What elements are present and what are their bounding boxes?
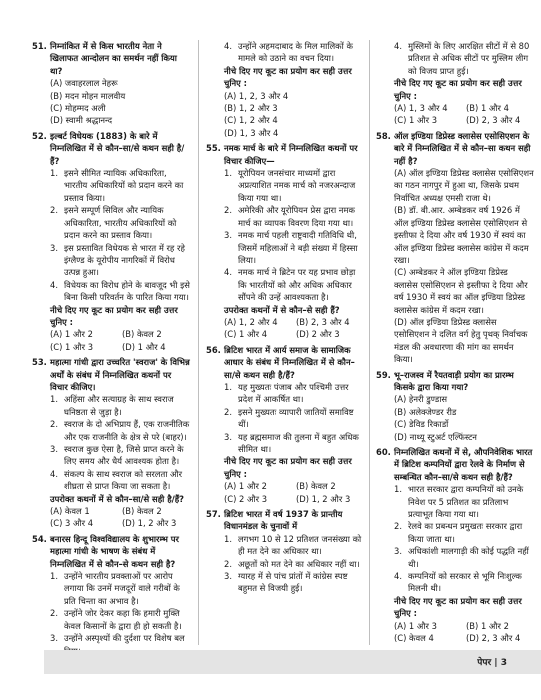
option: (D) 1, 2 और 3 — [296, 493, 351, 504]
question-number: 56. — [206, 344, 221, 355]
statement: 4. संकल्प के साथ स्वराज को सरलता और शीघ्रता से प्राप्त किया जा सकता है। — [50, 468, 183, 492]
statement: 4. उन्होंने अहमदाबाद के मिल मालिकों के मामले को उठाने का वचन दिया। — [224, 41, 353, 64]
statement: 3. स्वराज कुछ ऐसा है, जिसे प्राप्त करने के लिए समय और धैर्य आवश्यक होता है। — [50, 444, 184, 467]
option: (A) 1, 2 और 4 — [224, 316, 278, 327]
options — [224, 316, 364, 341]
option: (A) केवल 1 — [50, 506, 90, 517]
option: (A) 1, 2, 3 और 4 — [224, 90, 289, 101]
column-divider — [198, 40, 199, 645]
instruction: नीचे दिए गए कूट का प्रयोग कर सही उत्तर चुनिए : — [224, 65, 352, 89]
statement: 4. विधेयक का विरोध होने के बावजूद भी इसे बिना किसी परिवर्तन के पारित किया गया। — [50, 279, 190, 303]
option: (C) 1 और 4 — [224, 329, 268, 340]
instruction: नीचे दिए गए कूट का प्रयोग कर सही उत्तर चुनिए : — [224, 456, 352, 479]
options — [394, 620, 534, 645]
statement: 3. नमक मार्च पहली राष्ट्रवादी गतिविधि थी, जिसमें महिलाओं ने बड़ी संख्या में हिस्सा लिया। — [224, 230, 358, 265]
options — [224, 90, 364, 140]
question-number: 54. — [32, 533, 47, 544]
option: (D) 2, 3 और 4 — [466, 633, 521, 644]
question-text: ब्रिटिश भारत में आर्य समाज के सामाजिक आधार के संबंध में निम्नलिखित में से कौन–सा/से कथन सही है/हैं? — [224, 344, 355, 380]
options — [50, 77, 190, 127]
question-54 — [32, 533, 190, 657]
option: (C) 2 और 3 — [224, 493, 268, 504]
question-60 — [376, 446, 534, 645]
option: (A) जवाहरलाल नेहरू — [50, 78, 118, 89]
question-text: महात्मा गांधी द्वारा उच्चरित 'स्वराज' के विभिन्न अर्थों के संबंध में निम्नलिखित कथनों पर विचार कीजिए। — [50, 357, 190, 392]
option: (A) 1, 3 और 4 — [394, 103, 448, 114]
option: (D) 1 और 4 — [122, 341, 166, 352]
option: (B) केवल 2 — [122, 506, 162, 517]
option: (C) 1, 2 और 4 — [224, 115, 278, 126]
question-number: 51. — [32, 41, 47, 51]
option: (B) 1, 2 और 3 — [224, 103, 278, 114]
option: (D) 2 और 3 — [296, 329, 340, 340]
statement: 3. उन्होंने अस्पृश्यों की दुर्दशा पर विशेष बल — [50, 633, 185, 644]
statement: 1. लगभग 10 से 12 प्रतिशत जनसंख्या को ही मत देने का अधिकार था। — [224, 533, 362, 557]
instruction: नीचे दिए गए कूट का प्रयोग कर सही उत्तर चुनिए : — [394, 78, 522, 101]
option: (C) केवल 4 — [394, 633, 434, 644]
column-divider — [369, 40, 370, 645]
question-text: भू–राजस्व में रैयतवाड़ी प्रयोग का प्रारम्भ किसके द्वारा किया गया? — [394, 369, 514, 392]
statement: 4. कम्पनियों को सरकार से भूमि निःशुल्क मिलनी थी। — [394, 571, 522, 594]
statement: 2. इसने मुख्यतः व्यापारी जातियों समाविष्ट थीं। — [224, 406, 354, 430]
option: (C) मोहम्मद अली — [50, 103, 106, 114]
option: (D) 1, 2 और 3 — [122, 518, 177, 529]
options — [50, 505, 190, 530]
option: (C) 1 और 3 — [50, 341, 94, 352]
question-text: ब्रिटिश भारत में वर्ष 1937 के प्रान्तीय विधानमंडल के चुनावों में — [224, 509, 343, 532]
question-number: 53. — [32, 357, 47, 368]
option: (C) 3 और 4 — [50, 518, 94, 529]
question-text: नमक मार्च के बारे में निम्नलिखित कथनों पर विचार कीजिए— — [224, 143, 358, 166]
question-text: इल्बर्ट विधेयक (1883) के बारे में निम्नलिखित में से कौन–सा/से कथन सही है/हैं? — [50, 130, 185, 166]
question-number: 55. — [206, 143, 221, 154]
statement: 3. अधिकांशी मालगाड़ी की कोई पद्धति नहीं थी। — [394, 546, 529, 569]
question-55 — [206, 142, 364, 341]
option: (A) 1 और 3 — [394, 620, 437, 631]
statement: 2. उन्होंने जोर देकर कहा कि हमारी मुक्ति केवल किसानों के द्वारा ही हो सकती है। — [50, 608, 182, 631]
option: (D) 2, 3 और 4 — [466, 115, 521, 126]
statement: 3. ग्यारह में से पांच प्रांतों में कांग्रेस स्पष्ट बहुमत से विजयी हुई। — [224, 571, 348, 594]
page-footer — [44, 650, 541, 674]
statement: 3. इस प्रस्तावित विधेयक से भारत में रह रहे इंग्लैण्ड के यूरोपीय नागरिकों में विरोध उत्पन्न हुआ। — [50, 242, 185, 278]
statement: 2. इसने सम्पूर्ण सिविल और न्यायिक अधिकारिता, भारतीय अधिकारियों को प्रदान करने का प्रस्ताव किया। — [50, 205, 177, 241]
question-54-continued — [206, 40, 364, 139]
instruction: नीचे दिए गए कूट का प्रयोग कर सही उत्तर चुनिए : — [394, 595, 522, 619]
options — [394, 393, 534, 443]
option: (B) 1 और 2 — [466, 620, 509, 631]
option: (B) मदन मोहन मालवीय — [50, 90, 126, 101]
options — [394, 167, 534, 366]
statement: 4. मुस्लिमों के लिए आरक्षित सीटों में से 80 प्रतिशत से अधिक सीटों पर मुस्लिम लीग को विजय प्राप्त हुई। — [394, 41, 530, 76]
page-number: पेपर | 3 — [477, 658, 507, 668]
option: (D) ऑल इण्डिया डिप्रेस्ड क्लासेस एसोसिएशन ने दलित वर्ग हेतु पृथक् निर्वाचक मंडल की अवधारणा की मांग का समर्थन किया। — [394, 316, 528, 365]
question-text: ऑल इण्डिया डिप्रेस्ड क्लासेस एसोसिएशन के बारे में निम्नलिखित में से कौन–सा कथन सही नहीं है? — [394, 130, 531, 166]
option: (C) डेविड रिकार्डो — [394, 419, 449, 430]
option: (C) अम्बेडकर ने ऑल इण्डिया डिप्रेस्ड क्लासेस एसोसिएशन से इस्तीफा दे दिया और वर्ष 1930 में स्वयं का ऑल इण्डिया डिप्रेस्ड क्लासेस कांग्रेस में कदम रखा। — [394, 267, 528, 315]
option: (A) हेनरी डुण्डास — [394, 394, 448, 405]
question-58 — [376, 130, 534, 366]
statement: 2. रेलवे का प्रबन्धन प्रमुखतः सरकार द्वारा किया जाता था। — [394, 521, 523, 544]
column-3 — [376, 40, 534, 648]
question-56 — [206, 344, 364, 505]
options — [394, 102, 534, 127]
question-57 — [206, 508, 364, 595]
column-1 — [32, 40, 190, 660]
statement: 2. स्वराज के दो अभिप्राय हैं, एक राजनीतिक और एक राजनीति के क्षेत्र से परे (बाहर)। — [50, 419, 190, 442]
option: (B) अलेक्जेण्डर रीड — [394, 406, 457, 417]
statement: 4. नमक मार्च ने ब्रिटेन पर यह प्रभाव छोड़ा कि भारतीयों को और अधिक अधिकार सौंपने की उन्हें आवश्यकता है। — [224, 267, 356, 303]
instruction: नीचे दिए गए कूट का प्रयोग कर सही उत्तर चुनिए : — [50, 304, 178, 327]
option: (A) 1 और 2 — [224, 481, 267, 492]
option: (B) 2, 3 और 4 — [296, 316, 350, 327]
option: (B) केवल 2 — [296, 481, 336, 492]
statement: 1. यह मुख्यतः पंजाब और पश्चिमी उत्तर प्रदेश में आकर्षित था। — [224, 381, 349, 405]
options — [224, 480, 364, 505]
statement: 1. यूरोपियन जनसंचार माध्यमों द्वारा अप्रत्याशित नमक मार्च को नजरअन्दाज किया गया था। — [224, 168, 356, 203]
instruction: उपरोक्त कथनों में से कौन–सा/से सही है/हैं? — [50, 493, 185, 504]
option: (D) नाथ्यू स्टुअर्ट एल्फिंस्टन — [394, 431, 477, 442]
statement: 2. अछूतों को मत देने का अधिकार नहीं था। — [224, 558, 360, 569]
question-number: 59. — [376, 369, 391, 380]
statement: 1. इसने सीमित न्यायिक अधिकारिता, भारतीय अधिकारियों को प्रदान करने का प्रस्ताव किया। — [50, 168, 184, 203]
question-number: 58. — [376, 130, 391, 141]
option: (A) ऑल इण्डिया डिप्रेस्ड क्लासेस एसोसिएशन का गठन नागपुर में हुआ था, जिसके प्रथम निर्वाचित अध्यक्ष एमसी राजा थे। — [394, 168, 534, 203]
statement: 1. भारत सरकार द्वारा कम्पनियों को उनके निवेश पर 5 प्रतिशत का प्रतिलाभ प्रत्याभूत किया गया था। — [394, 484, 524, 520]
question-52 — [32, 130, 190, 353]
question-51 — [32, 40, 190, 127]
question-number: 52. — [32, 130, 47, 141]
question-59 — [376, 369, 534, 443]
option: (B) 1 और 4 — [466, 103, 509, 114]
question-text: बनारस हिन्दू विश्वविद्यालय के शुभारम्भ पर महात्मा गांधी के भाषण के संबंध में निम्नलिखित में से कौन–से कथन सही है? — [50, 533, 179, 569]
option: (C) 1 और 3 — [394, 115, 438, 126]
option: (D) 1, 3 और 4 — [224, 127, 279, 138]
statement: 2. अमेरिकी और यूरोपियन प्रेस द्वारा नमक मार्च का व्यापक विवरण दिया गया था। — [224, 205, 355, 228]
options — [50, 328, 190, 353]
option: (B) डॉ. बी.आर. अम्बेडकर वर्ष 1926 में ऑल इण्डिया डिप्रेस्ड क्लासेस एसोसिएशन से इस्तीफा दे दिया और वर्ष 1930 में स्वयं का ऑल इण्डिया डिप्रेस्ड क्लासेस कांग्रेस में कदम रखा। — [394, 205, 529, 265]
question-number: 57. — [206, 509, 221, 520]
question-text: निम्नांकित में से किस भारतीय नेता ने खिलाफत आन्दोलन का समर्थन नहीं किया था? — [50, 41, 177, 76]
question-53 — [32, 356, 190, 530]
column-2 — [206, 40, 364, 598]
option: (A) 1 और 2 — [50, 329, 93, 340]
question-text: निम्नलिखित कथनों में से, औपनिवेशिक भारत में ब्रिटिश कम्पनियों द्वारा रेलवे के निर्माण से सम्बन्धित कौन–सा/से कथन सही है/हैं? — [394, 447, 533, 482]
question-57-continued — [376, 40, 534, 127]
question-number: 60. — [376, 447, 391, 457]
statement: 1. उन्होंने भारतीय प्रवक्ताओं पर आरोप लगाया कि उनमें मजदूरों वाले गरीबों के प्रति चिन्ता का अभाव है। — [50, 571, 180, 606]
instruction: उपरोक्त कथनों में से कौन–से सही हैं? — [224, 304, 340, 315]
statement: 3. यह ब्रह्मसमाज की तुलना में बहुत अधिक सीमित था। — [224, 431, 359, 454]
option: (D) स्वामी श्रद्धानन्द — [50, 115, 113, 126]
option: (B) केवल 2 — [122, 329, 162, 340]
statement: 1. अहिंसा और सत्याग्रह के साथ स्वराज घनिष्ठता से जुड़ा है। — [50, 394, 174, 417]
